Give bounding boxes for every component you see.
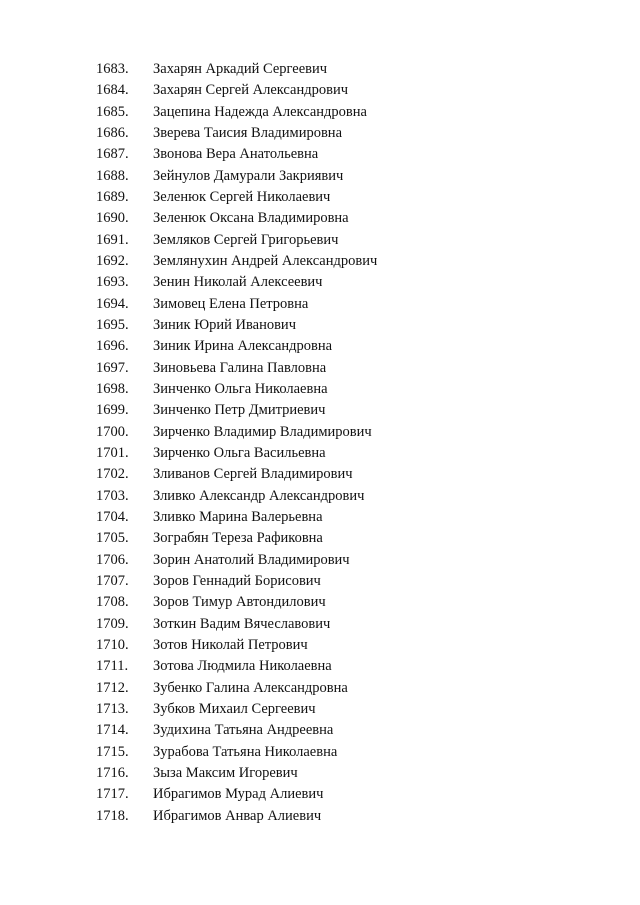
item-name: Зливко Александр Александрович (153, 487, 365, 504)
list-item (96, 208, 616, 229)
item-name: Захарян Сергей Александрович (153, 82, 349, 99)
item-name: Зирченко Ольга Васильевна (153, 445, 326, 462)
item-number: 1692. (96, 253, 129, 270)
item-name: Зинченко Ольга Николаевна (153, 381, 328, 398)
item-number: 1684. (96, 82, 129, 99)
list-item (96, 678, 616, 699)
list-item (96, 592, 616, 613)
list-item (96, 699, 616, 720)
item-number: 1697. (96, 359, 129, 376)
list-item (96, 230, 616, 251)
item-name: Зинченко Петр Дмитриевич (153, 402, 326, 419)
item-number: 1691. (96, 231, 129, 248)
list-item (96, 251, 616, 272)
list-item (96, 358, 616, 379)
item-number: 1710. (96, 637, 129, 654)
item-number: 1699. (96, 402, 129, 419)
item-number: 1714. (96, 722, 129, 739)
list-item (96, 550, 616, 571)
item-name: Зирченко Владимир Владимирович (153, 423, 372, 440)
item-name: Зверева Таисия Владимировна (153, 125, 343, 142)
item-number: 1711. (96, 658, 129, 675)
item-name: Зыза Максим Игоревич (153, 764, 298, 781)
item-number: 1694. (96, 295, 129, 312)
item-name: Зурабова Татьяна Николаевна (153, 743, 338, 760)
item-number: 1686. (96, 125, 129, 142)
item-number: 1704. (96, 509, 129, 526)
list-item (96, 614, 616, 635)
list-item (96, 400, 616, 421)
item-number: 1693. (96, 274, 129, 291)
item-name: Зливанов Сергей Владимирович (153, 466, 353, 483)
item-number: 1696. (96, 338, 129, 355)
item-name: Зацепина Надежда Александровна (153, 103, 367, 120)
list-item (96, 656, 616, 677)
item-name: Зейнулов Дамурали Закриявич (153, 167, 344, 184)
list-item (96, 379, 616, 400)
item-name: Земляков Сергей Григорьевич (153, 231, 339, 248)
list-item (96, 315, 616, 336)
list-item (96, 486, 616, 507)
item-number: 1707. (96, 573, 129, 590)
item-number: 1689. (96, 189, 129, 206)
item-name: Звонова Вера Анатольевна (153, 146, 319, 163)
item-number: 1685. (96, 103, 129, 120)
item-name: Зограбян Тереза Рафиковна (153, 530, 323, 547)
item-number: 1718. (96, 807, 129, 824)
item-number: 1702. (96, 466, 129, 483)
item-number: 1716. (96, 764, 129, 781)
item-number: 1715. (96, 743, 129, 760)
item-name: Зоров Тимур Автондилович (153, 594, 326, 611)
item-name: Ибрагимов Анвар Алиевич (153, 807, 322, 824)
list-item (96, 336, 616, 357)
item-name: Зотова Людмила Николаевна (153, 658, 332, 675)
list-item (96, 571, 616, 592)
list-item (96, 443, 616, 464)
item-name: Зливко Марина Валерьевна (153, 509, 323, 526)
list-item (96, 742, 616, 763)
list-item (96, 59, 616, 80)
item-name: Зеленюк Оксана Владимировна (153, 210, 349, 227)
list-item (96, 507, 616, 528)
item-number: 1717. (96, 786, 129, 803)
item-number: 1700. (96, 423, 129, 440)
list-item (96, 102, 616, 123)
list-item (96, 720, 616, 741)
item-number: 1683. (96, 61, 129, 78)
list-item (96, 187, 616, 208)
item-name: Зиник Ирина Александровна (153, 338, 333, 355)
item-name: Зимовец Елена Петровна (153, 295, 309, 312)
item-number: 1695. (96, 317, 129, 334)
item-number: 1687. (96, 146, 129, 163)
item-name: Зубков Михаил Сергеевич (153, 701, 316, 717)
item-number: 1713. (96, 701, 129, 717)
item-name: Захарян Аркадий Сергеевич (153, 61, 328, 78)
item-number: 1705. (96, 530, 129, 547)
list-item (96, 784, 616, 805)
item-number: 1706. (96, 551, 129, 568)
item-name: Зиновьева Галина Павловна (153, 359, 327, 376)
item-name: Зеленюк Сергей Николаевич (153, 189, 331, 206)
list-item (96, 80, 616, 101)
item-number: 1701. (96, 445, 129, 462)
item-number: 1690. (96, 210, 129, 227)
list-item (96, 272, 616, 293)
item-number: 1688. (96, 167, 129, 184)
item-name: Землянухин Андрей Александрович (153, 253, 378, 270)
list-item (96, 166, 616, 187)
list-item (96, 805, 616, 826)
name-list (96, 59, 616, 827)
item-name: Зенин Николай Алексеевич (153, 274, 323, 291)
item-name: Зорин Анатолий Владимирович (153, 551, 350, 568)
list-item (96, 422, 616, 443)
list-item (96, 528, 616, 549)
item-number: 1698. (96, 381, 129, 398)
item-name: Ибрагимов Мурад Алиевич (153, 786, 324, 803)
item-name: Зиник Юрий Иванович (153, 317, 296, 334)
item-name: Зоткин Вадим Вячеславович (153, 615, 331, 632)
item-number: 1703. (96, 487, 129, 504)
item-name: Зоров Геннадий Борисович (153, 573, 321, 590)
item-name: Зудихина Татьяна Андреевна (153, 722, 334, 739)
list-item (96, 123, 616, 144)
list-item (96, 294, 616, 315)
list-item (96, 464, 616, 485)
item-number: 1708. (96, 594, 129, 611)
list-item (96, 144, 616, 165)
item-name: Зубенко Галина Александровна (153, 679, 348, 696)
item-number: 1712. (96, 679, 129, 696)
list-item (96, 635, 616, 656)
item-name: Зотов Николай Петрович (153, 637, 308, 654)
list-item (96, 763, 616, 784)
item-number: 1709. (96, 615, 129, 632)
